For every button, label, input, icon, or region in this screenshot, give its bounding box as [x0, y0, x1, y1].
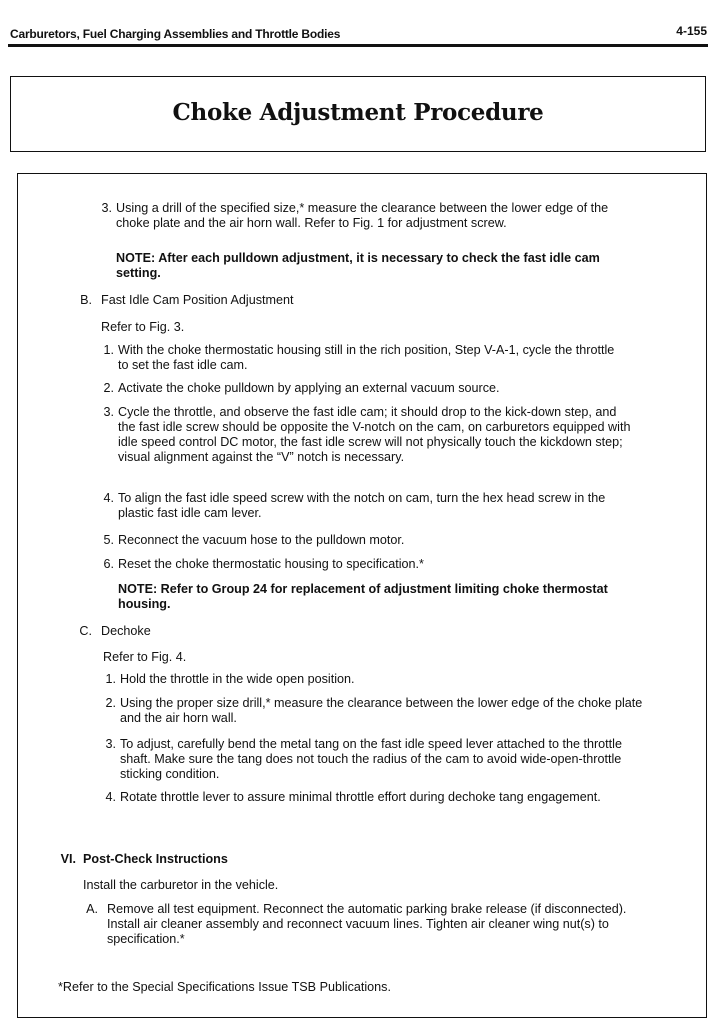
item-label: A.	[86, 902, 98, 916]
step-number: 4.	[103, 491, 114, 505]
section-label: VI.	[60, 852, 76, 866]
step-number: 2.	[105, 696, 116, 710]
section-label: B.	[80, 293, 92, 307]
step-number: 3.	[101, 201, 112, 215]
page-number: 4-155	[676, 24, 707, 38]
note-group-24: NOTE: Refer to Group 24 for replacement of adjustment limiting choke thermostat housing.	[118, 582, 608, 611]
step-number: 2.	[103, 381, 114, 395]
step-number: 1.	[103, 343, 114, 357]
step-text: To adjust, carefully bend the metal tang on the fast idle speed lever attached to the throttle shaft. Make sure the tang does not touch the radius of the cam to avoid wide-open-throttle sticking condition.	[120, 737, 622, 781]
step-text: Cycle the throttle, and observe the fast idle cam; it should drop to the kick-down step, and the fast idle screw should be opposite the V-notch on the cam, on carburetors equipped with idle speed control DC motor, the fast idle screw will not physically touch the kickdown step; visual alignment against the “V” notch is necessary.	[118, 405, 631, 464]
step-number: 1.	[105, 672, 116, 686]
section-title: Fast Idle Cam Position Adjustment	[101, 293, 294, 307]
section-c-ref: Refer to Fig. 4.	[103, 650, 187, 664]
step-number: 5.	[103, 533, 114, 547]
step-text: To align the fast idle speed screw with the notch on cam, turn the hex head screw in the plastic fast idle cam lever.	[118, 491, 606, 520]
step-text: Using a drill of the specified size,* measure the clearance between the lower edge of the choke plate and the air horn wall. Refer to Fig. 1 for adjustment screw.	[116, 201, 609, 230]
section-title: Dechoke	[101, 624, 151, 638]
step-text: Hold the throttle in the wide open position.	[120, 672, 355, 686]
section-vi-intro: Install the carburetor in the vehicle.	[83, 878, 279, 892]
step-text: Reset the choke thermostatic housing to specification.*	[118, 557, 424, 571]
section-b-ref: Refer to Fig. 3.	[101, 320, 185, 334]
footnote: *Refer to the Special Specifications Issue TSB Publications.	[58, 980, 391, 994]
step-number: 3.	[103, 405, 114, 419]
step-number: 6.	[103, 557, 114, 571]
running-header	[10, 26, 707, 44]
item-text: Remove all test equipment. Reconnect the automatic parking brake release (if disconnected). Install air cleaner assembly and reconnect vacuum lines. Tighten air cleaner wing nut(s) to specification.*	[107, 902, 627, 946]
step-text: Reconnect the vacuum hose to the pulldown motor.	[118, 533, 405, 547]
step-text: Activate the choke pulldown by applying an external vacuum source.	[118, 381, 500, 395]
section-label: C.	[79, 624, 92, 638]
section-title: Carburetors, Fuel Charging Assemblies and Throttle Bodies	[10, 27, 341, 41]
page-title: Choke Adjustment Procedure	[172, 99, 544, 126]
section-title: Post-Check Instructions	[83, 852, 228, 866]
header-rule	[8, 44, 708, 47]
step-text: Using the proper size drill,* measure the clearance between the lower edge of the choke plate and the air horn wall.	[120, 696, 643, 725]
step-text: With the choke thermostatic housing still in the rich position, Step V-A-1, cycle the throttle to set the fast idle cam.	[118, 343, 615, 372]
title-box	[10, 76, 706, 152]
step-text: Rotate throttle lever to assure minimal throttle effort during dechoke tang engagement.	[120, 790, 601, 804]
step-number: 4.	[105, 790, 116, 804]
note-pulldown: NOTE: After each pulldown adjustment, it is necessary to check the fast idle cam setting.	[116, 251, 600, 280]
step-number: 3.	[105, 737, 116, 751]
